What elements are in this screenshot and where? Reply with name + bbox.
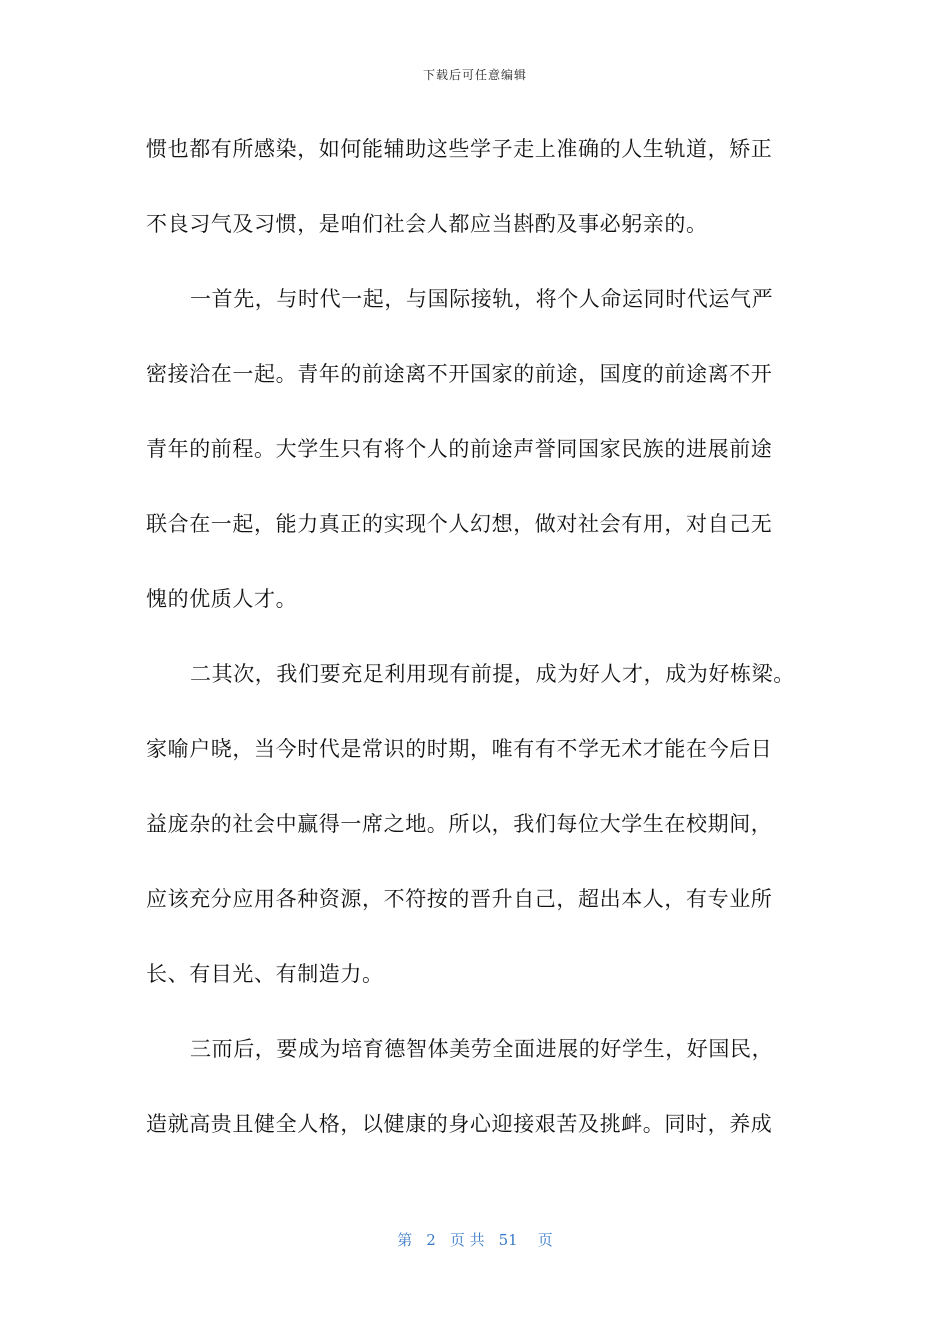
page-footer: [0, 1229, 950, 1250]
paragraph-start-line: 二其次，我们要充足利用现有前提，成为好人才，成为好栋梁。: [190, 662, 795, 686]
text-line: 造就高贵且健全人格，以健康的身心迎接艰苦及挑衅。同时，养成: [146, 1112, 773, 1136]
footer-prefix: 第: [397, 1231, 413, 1249]
paragraph-start-line: 三而后，要成为培育德智体美劳全面进展的好学生，好国民，: [190, 1037, 774, 1061]
text-line: 联合在一起，能力真正的实现个人幻想，做对社会有用，对自己无: [146, 512, 773, 536]
total-pages-number: 51: [498, 1231, 518, 1249]
text-line: 愧的优质人才。: [146, 587, 298, 611]
current-page-number: 2: [426, 1231, 436, 1249]
page-header: 下载后可任意编辑: [422, 68, 527, 82]
footer-middle: 页 共: [449, 1231, 485, 1249]
paragraph-start-line: 一首先，与时代一起，与国际接轨，将个人命运同时代运气严: [190, 287, 774, 311]
text-line: 惯也都有所感染，如何能辅助这些学子走上准确的人生轨道，矫正: [146, 137, 773, 161]
footer-suffix: 页: [537, 1231, 553, 1249]
text-line: 长、有目光、有制造力。: [146, 962, 384, 986]
text-line: 益庞杂的社会中赢得一席之地。所以，我们每位大学生在校期间，: [146, 812, 773, 836]
text-line: 不良习气及习惯，是咱们社会人都应当斟酌及事必躬亲的。: [146, 212, 708, 236]
text-line: 应该充分应用各种资源，不符按的晋升自己，超出本人，有专业所: [146, 887, 773, 911]
text-line: 家喻户晓，当今时代是常识的时期，唯有有不学无术才能在今后日: [146, 737, 773, 761]
text-line: 密接洽在一起。青年的前途离不开国家的前途，国度的前途离不开: [146, 362, 773, 386]
text-line: 青年的前程。大学生只有将个人的前途声誉同国家民族的进展前途: [146, 437, 773, 461]
